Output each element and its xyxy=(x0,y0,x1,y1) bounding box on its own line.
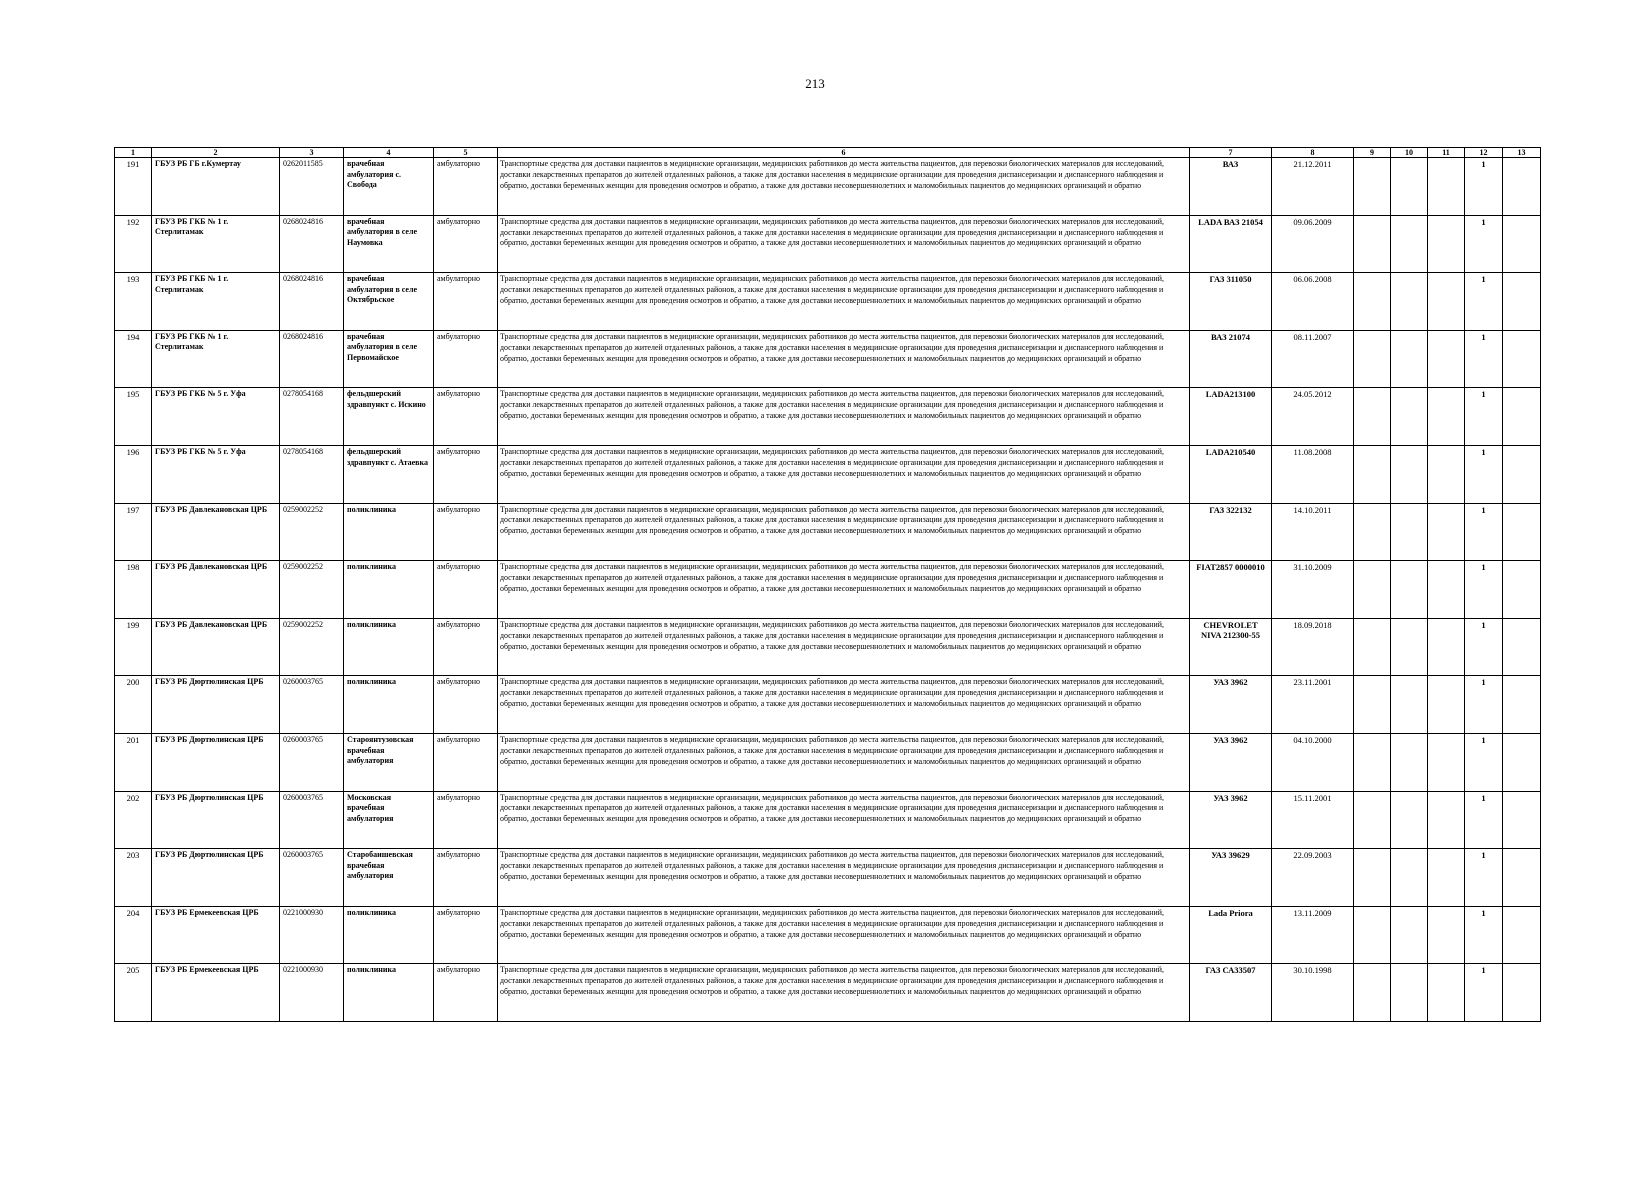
table-row xyxy=(115,618,1541,676)
column-header-12: 12 xyxy=(1465,148,1503,158)
col10-cell xyxy=(1391,618,1428,676)
col13-cell xyxy=(1503,791,1541,849)
col12-cell: 1 xyxy=(1465,215,1503,273)
col9-cell xyxy=(1354,503,1391,561)
col12-cell: 1 xyxy=(1465,676,1503,734)
date-cell: 22.09.2003 xyxy=(1272,849,1354,907)
col11-cell xyxy=(1428,445,1465,503)
vehicle-table-container xyxy=(114,147,1541,1022)
vehicle-model-cell: ГАЗ 311050 xyxy=(1190,273,1272,331)
unit-cell: Старобаишевская врачебная амбулатория xyxy=(344,849,434,907)
vehicle-model-cell: CHEVROLET NIVA 212300-55 xyxy=(1190,618,1272,676)
date-cell: 14.10.2011 xyxy=(1272,503,1354,561)
row-number-cell: 200 xyxy=(115,676,152,734)
inn-cell: 0268024816 xyxy=(280,215,344,273)
vehicle-model-cell: LADA210540 xyxy=(1190,445,1272,503)
unit-cell: врачебная амбулатория в селе Наумовка xyxy=(344,215,434,273)
column-header-2: 2 xyxy=(152,148,280,158)
inn-cell: 0268024816 xyxy=(280,273,344,331)
vehicle-model-cell: УАЗ 3962 xyxy=(1190,733,1272,791)
inn-cell: 0262011585 xyxy=(280,158,344,216)
organization-cell: ГБУЗ РБ ГКБ № 1 г. Стерлитамак xyxy=(152,273,280,331)
purpose-cell: Транспортные средства для доставки пациентов в медицинские организации, медицинских работников до места жительства пациентов, для перевозки биологических материалов для исследований, доставки лекарственных препаратов до жителей отдаленных районов, а также для доставки населения в медицинские организации для проведения диспансеризации и диспансерного наблюдения и обратно, доставки беременных женщин для проведения осмотров и обратно, а также для доставки несовершеннолетних и маломобильных пациентов до медицинских организаций и обратно xyxy=(498,503,1190,561)
col12-cell: 1 xyxy=(1465,964,1503,1022)
col9-cell xyxy=(1354,388,1391,446)
col10-cell xyxy=(1391,388,1428,446)
row-number-cell: 191 xyxy=(115,158,152,216)
vehicle-model-cell: ВАЗ 21074 xyxy=(1190,330,1272,388)
col12-cell: 1 xyxy=(1465,906,1503,964)
unit-cell: врачебная амбулатория с. Свобода xyxy=(344,158,434,216)
purpose-cell: Транспортные средства для доставки пациентов в медицинские организации, медицинских работников до места жительства пациентов, для перевозки биологических материалов для исследований, доставки лекарственных препаратов до жителей отдаленных районов, а также для доставки населения в медицинские организации для проведения диспансеризации и диспансерного наблюдения и обратно, доставки беременных женщин для проведения осмотров и обратно, а также для доставки несовершеннолетних и маломобильных пациентов до медицинских организаций и обратно xyxy=(498,158,1190,216)
table-header xyxy=(115,148,1541,158)
col10-cell xyxy=(1391,791,1428,849)
col11-cell xyxy=(1428,273,1465,331)
care-type-cell: амбулаторно xyxy=(434,158,498,216)
col11-cell xyxy=(1428,503,1465,561)
table-row xyxy=(115,158,1541,216)
table-row xyxy=(115,733,1541,791)
table-row xyxy=(115,964,1541,1022)
organization-cell: ГБУЗ РБ Давлекановская ЦРБ xyxy=(152,503,280,561)
column-header-7: 7 xyxy=(1190,148,1272,158)
purpose-cell: Транспортные средства для доставки пациентов в медицинские организации, медицинских работников до места жительства пациентов, для перевозки биологических материалов для исследований, доставки лекарственных препаратов до жителей отдаленных районов, а также для доставки населения в медицинские организации для проведения диспансеризации и диспансерного наблюдения и обратно, доставки беременных женщин для проведения осмотров и обратно, а также для доставки несовершеннолетних и маломобильных пациентов до медицинских организаций и обратно xyxy=(498,618,1190,676)
col11-cell xyxy=(1428,906,1465,964)
date-cell: 18.09.2018 xyxy=(1272,618,1354,676)
col10-cell xyxy=(1391,906,1428,964)
col13-cell xyxy=(1503,215,1541,273)
care-type-cell: амбулаторно xyxy=(434,273,498,331)
unit-cell: врачебная амбулатория в селе Октябрьское xyxy=(344,273,434,331)
row-number-cell: 205 xyxy=(115,964,152,1022)
care-type-cell: амбулаторно xyxy=(434,330,498,388)
row-number-cell: 193 xyxy=(115,273,152,331)
col9-cell xyxy=(1354,618,1391,676)
vehicle-model-cell: Lada Priora xyxy=(1190,906,1272,964)
col11-cell xyxy=(1428,618,1465,676)
date-cell: 13.11.2009 xyxy=(1272,906,1354,964)
organization-cell: ГБУЗ РБ ГКБ № 1 г. Стерлитамак xyxy=(152,215,280,273)
care-type-cell: амбулаторно xyxy=(434,906,498,964)
purpose-cell: Транспортные средства для доставки пациентов в медицинские организации, медицинских работников до места жительства пациентов, для перевозки биологических материалов для исследований, доставки лекарственных препаратов до жителей отдаленных районов, а также для доставки населения в медицинские организации для проведения диспансеризации и диспансерного наблюдения и обратно, доставки беременных женщин для проведения осмотров и обратно, а также для доставки несовершеннолетних и маломобильных пациентов до медицинских организаций и обратно xyxy=(498,388,1190,446)
table-row xyxy=(115,330,1541,388)
col9-cell xyxy=(1354,561,1391,619)
unit-cell: Староянтузовская врачебная амбулатория xyxy=(344,733,434,791)
unit-cell: поликлиника xyxy=(344,561,434,619)
column-header-3: 3 xyxy=(280,148,344,158)
table-row xyxy=(115,445,1541,503)
col9-cell xyxy=(1354,964,1391,1022)
col9-cell xyxy=(1354,906,1391,964)
column-header-5: 5 xyxy=(434,148,498,158)
column-header-8: 8 xyxy=(1272,148,1354,158)
col13-cell xyxy=(1503,445,1541,503)
col9-cell xyxy=(1354,330,1391,388)
date-cell: 30.10.1998 xyxy=(1272,964,1354,1022)
col13-cell xyxy=(1503,503,1541,561)
table-row xyxy=(115,273,1541,331)
care-type-cell: амбулаторно xyxy=(434,849,498,907)
row-number-cell: 194 xyxy=(115,330,152,388)
table-row xyxy=(115,906,1541,964)
col13-cell xyxy=(1503,388,1541,446)
vehicle-model-cell: LADA ВАЗ 21054 xyxy=(1190,215,1272,273)
care-type-cell: амбулаторно xyxy=(434,388,498,446)
col11-cell xyxy=(1428,388,1465,446)
inn-cell: 0260003765 xyxy=(280,733,344,791)
col10-cell xyxy=(1391,676,1428,734)
col10-cell xyxy=(1391,561,1428,619)
col9-cell xyxy=(1354,273,1391,331)
organization-cell: ГБУЗ РБ Ермекеевская ЦРБ xyxy=(152,906,280,964)
date-cell: 11.08.2008 xyxy=(1272,445,1354,503)
inn-cell: 0268024816 xyxy=(280,330,344,388)
vehicle-table xyxy=(114,147,1541,1022)
inn-cell: 0260003765 xyxy=(280,676,344,734)
row-number-cell: 204 xyxy=(115,906,152,964)
care-type-cell: амбулаторно xyxy=(434,503,498,561)
col12-cell: 1 xyxy=(1465,388,1503,446)
purpose-cell: Транспортные средства для доставки пациентов в медицинские организации, медицинских работников до места жительства пациентов, для перевозки биологических материалов для исследований, доставки лекарственных препаратов до жителей отдаленных районов, а также для доставки населения в медицинские организации для проведения диспансеризации и диспансерного наблюдения и обратно, доставки беременных женщин для проведения осмотров и обратно, а также для доставки несовершеннолетних и маломобильных пациентов до медицинских организаций и обратно xyxy=(498,906,1190,964)
date-cell: 06.06.2008 xyxy=(1272,273,1354,331)
purpose-cell: Транспортные средства для доставки пациентов в медицинские организации, медицинских работников до места жительства пациентов, для перевозки биологических материалов для исследований, доставки лекарственных препаратов до жителей отдаленных районов, а также для доставки населения в медицинские организации для проведения диспансеризации и диспансерного наблюдения и обратно, доставки беременных женщин для проведения осмотров и обратно, а также для доставки несовершеннолетних и маломобильных пациентов до медицинских организаций и обратно xyxy=(498,330,1190,388)
purpose-cell: Транспортные средства для доставки пациентов в медицинские организации, медицинских работников до места жительства пациентов, для перевозки биологических материалов для исследований, доставки лекарственных препаратов до жителей отдаленных районов, а также для доставки населения в медицинские организации для проведения диспансеризации и диспансерного наблюдения и обратно, доставки беременных женщин для проведения осмотров и обратно, а также для доставки несовершеннолетних и маломобильных пациентов до медицинских организаций и обратно xyxy=(498,215,1190,273)
row-number-cell: 198 xyxy=(115,561,152,619)
col9-cell xyxy=(1354,733,1391,791)
purpose-cell: Транспортные средства для доставки пациентов в медицинские организации, медицинских работников до места жительства пациентов, для перевозки биологических материалов для исследований, доставки лекарственных препаратов до жителей отдаленных районов, а также для доставки населения в медицинские организации для проведения диспансеризации и диспансерного наблюдения и обратно, доставки беременных женщин для проведения осмотров и обратно, а также для доставки несовершеннолетних и маломобильных пациентов до медицинских организаций и обратно xyxy=(498,791,1190,849)
table-row xyxy=(115,215,1541,273)
purpose-cell: Транспортные средства для доставки пациентов в медицинские организации, медицинских работников до места жительства пациентов, для перевозки биологических материалов для исследований, доставки лекарственных препаратов до жителей отдаленных районов, а также для доставки населения в медицинские организации для проведения диспансеризации и диспансерного наблюдения и обратно, доставки беременных женщин для проведения осмотров и обратно, а также для доставки несовершеннолетних и маломобильных пациентов до медицинских организаций и обратно xyxy=(498,733,1190,791)
organization-cell: ГБУЗ РБ Дюртюлинская ЦРБ xyxy=(152,676,280,734)
col12-cell: 1 xyxy=(1465,503,1503,561)
col13-cell xyxy=(1503,158,1541,216)
table-body xyxy=(115,158,1541,1022)
col12-cell: 1 xyxy=(1465,445,1503,503)
col9-cell xyxy=(1354,215,1391,273)
unit-cell: Московская врачебная амбулатория xyxy=(344,791,434,849)
column-header-10: 10 xyxy=(1391,148,1428,158)
col12-cell: 1 xyxy=(1465,733,1503,791)
date-cell: 04.10.2000 xyxy=(1272,733,1354,791)
unit-cell: поликлиника xyxy=(344,676,434,734)
col11-cell xyxy=(1428,733,1465,791)
unit-cell: поликлиника xyxy=(344,618,434,676)
inn-cell: 0259002252 xyxy=(280,618,344,676)
date-cell: 15.11.2001 xyxy=(1272,791,1354,849)
col13-cell xyxy=(1503,273,1541,331)
col11-cell xyxy=(1428,964,1465,1022)
vehicle-model-cell: LADA213100 xyxy=(1190,388,1272,446)
col10-cell xyxy=(1391,964,1428,1022)
col13-cell xyxy=(1503,676,1541,734)
table-row xyxy=(115,503,1541,561)
inn-cell: 0278054168 xyxy=(280,445,344,503)
col11-cell xyxy=(1428,330,1465,388)
purpose-cell: Транспортные средства для доставки пациентов в медицинские организации, медицинских работников до места жительства пациентов, для перевозки биологических материалов для исследований, доставки лекарственных препаратов до жителей отдаленных районов, а также для доставки населения в медицинские организации для проведения диспансеризации и диспансерного наблюдения и обратно, доставки беременных женщин для проведения осмотров и обратно, а также для доставки несовершеннолетних и маломобильных пациентов до медицинских организаций и обратно xyxy=(498,561,1190,619)
organization-cell: ГБУЗ РБ Дюртюлинская ЦРБ xyxy=(152,733,280,791)
col10-cell xyxy=(1391,158,1428,216)
vehicle-model-cell: УАЗ 3962 xyxy=(1190,676,1272,734)
table-row xyxy=(115,676,1541,734)
care-type-cell: амбулаторно xyxy=(434,791,498,849)
date-cell: 09.06.2009 xyxy=(1272,215,1354,273)
care-type-cell: амбулаторно xyxy=(434,445,498,503)
col13-cell xyxy=(1503,561,1541,619)
row-number-cell: 202 xyxy=(115,791,152,849)
col11-cell xyxy=(1428,791,1465,849)
organization-cell: ГБУЗ РБ ГКБ № 5 г. Уфа xyxy=(152,445,280,503)
col12-cell: 1 xyxy=(1465,330,1503,388)
column-header-13: 13 xyxy=(1503,148,1541,158)
row-number-cell: 196 xyxy=(115,445,152,503)
vehicle-model-cell: УАЗ 39629 xyxy=(1190,849,1272,907)
row-number-cell: 197 xyxy=(115,503,152,561)
col11-cell xyxy=(1428,158,1465,216)
date-cell: 08.11.2007 xyxy=(1272,330,1354,388)
col9-cell xyxy=(1354,158,1391,216)
inn-cell: 0259002252 xyxy=(280,561,344,619)
col12-cell: 1 xyxy=(1465,273,1503,331)
row-number-cell: 201 xyxy=(115,733,152,791)
vehicle-model-cell: ВАЗ xyxy=(1190,158,1272,216)
col10-cell xyxy=(1391,733,1428,791)
date-cell: 21.12.2011 xyxy=(1272,158,1354,216)
care-type-cell: амбулаторно xyxy=(434,733,498,791)
col13-cell xyxy=(1503,964,1541,1022)
col13-cell xyxy=(1503,618,1541,676)
purpose-cell: Транспортные средства для доставки пациентов в медицинские организации, медицинских работников до места жительства пациентов, для перевозки биологических материалов для исследований, доставки лекарственных препаратов до жителей отдаленных районов, а также для доставки населения в медицинские организации для проведения диспансеризации и диспансерного наблюдения и обратно, доставки беременных женщин для проведения осмотров и обратно, а также для доставки несовершеннолетних и маломобильных пациентов до медицинских организаций и обратно xyxy=(498,676,1190,734)
column-header-4: 4 xyxy=(344,148,434,158)
organization-cell: ГБУЗ РБ Давлекановская ЦРБ xyxy=(152,561,280,619)
col11-cell xyxy=(1428,561,1465,619)
col12-cell: 1 xyxy=(1465,618,1503,676)
care-type-cell: амбулаторно xyxy=(434,964,498,1022)
col9-cell xyxy=(1354,791,1391,849)
col11-cell xyxy=(1428,676,1465,734)
purpose-cell: Транспортные средства для доставки пациентов в медицинские организации, медицинских работников до места жительства пациентов, для перевозки биологических материалов для исследований, доставки лекарственных препаратов до жителей отдаленных районов, а также для доставки населения в медицинские организации для проведения диспансеризации и диспансерного наблюдения и обратно, доставки беременных женщин для проведения осмотров и обратно, а также для доставки несовершеннолетних и маломобильных пациентов до медицинских организаций и обратно xyxy=(498,849,1190,907)
purpose-cell: Транспортные средства для доставки пациентов в медицинские организации, медицинских работников до места жительства пациентов, для перевозки биологических материалов для исследований, доставки лекарственных препаратов до жителей отдаленных районов, а также для доставки населения в медицинские организации для проведения диспансеризации и диспансерного наблюдения и обратно, доставки беременных женщин для проведения осмотров и обратно, а также для доставки несовершеннолетних и маломобильных пациентов до медицинских организаций и обратно xyxy=(498,273,1190,331)
unit-cell: фельдшерский здравпункт с. Атаевка xyxy=(344,445,434,503)
inn-cell: 0260003765 xyxy=(280,791,344,849)
unit-cell: поликлиника xyxy=(344,964,434,1022)
row-number-cell: 192 xyxy=(115,215,152,273)
vehicle-model-cell: FIAT2857 0000010 xyxy=(1190,561,1272,619)
row-number-cell: 195 xyxy=(115,388,152,446)
purpose-cell: Транспортные средства для доставки пациентов в медицинские организации, медицинских работников до места жительства пациентов, для перевозки биологических материалов для исследований, доставки лекарственных препаратов до жителей отдаленных районов, а также для доставки населения в медицинские организации для проведения диспансеризации и диспансерного наблюдения и обратно, доставки беременных женщин для проведения осмотров и обратно, а также для доставки несовершеннолетних и маломобильных пациентов до медицинских организаций и обратно xyxy=(498,445,1190,503)
col13-cell xyxy=(1503,733,1541,791)
page-number: 213 xyxy=(805,76,825,91)
organization-cell: ГБУЗ РБ ГКБ № 1 г. Стерлитамак xyxy=(152,330,280,388)
organization-cell: ГБУЗ РБ Ермекеевская ЦРБ xyxy=(152,964,280,1022)
vehicle-model-cell: ГАЗ 322132 xyxy=(1190,503,1272,561)
column-header-1: 1 xyxy=(115,148,152,158)
col9-cell xyxy=(1354,445,1391,503)
inn-cell: 0221000930 xyxy=(280,906,344,964)
organization-cell: ГБУЗ РБ Дюртюлинская ЦРБ xyxy=(152,849,280,907)
care-type-cell: амбулаторно xyxy=(434,618,498,676)
date-cell: 31.10.2009 xyxy=(1272,561,1354,619)
care-type-cell: амбулаторно xyxy=(434,676,498,734)
organization-cell: ГБУЗ РБ Дюртюлинская ЦРБ xyxy=(152,791,280,849)
date-cell: 24.05.2012 xyxy=(1272,388,1354,446)
col10-cell xyxy=(1391,215,1428,273)
col12-cell: 1 xyxy=(1465,849,1503,907)
vehicle-model-cell: УАЗ 3962 xyxy=(1190,791,1272,849)
unit-cell: поликлиника xyxy=(344,503,434,561)
row-number-cell: 199 xyxy=(115,618,152,676)
inn-cell: 0260003765 xyxy=(280,849,344,907)
col13-cell xyxy=(1503,849,1541,907)
unit-cell: врачебная амбулатория в селе Первомайское xyxy=(344,330,434,388)
care-type-cell: амбулаторно xyxy=(434,215,498,273)
col13-cell xyxy=(1503,906,1541,964)
inn-cell: 0278054168 xyxy=(280,388,344,446)
table-row xyxy=(115,388,1541,446)
col13-cell xyxy=(1503,330,1541,388)
header-row xyxy=(115,148,1541,158)
table-row xyxy=(115,849,1541,907)
col11-cell xyxy=(1428,215,1465,273)
col9-cell xyxy=(1354,849,1391,907)
inn-cell: 0221000930 xyxy=(280,964,344,1022)
col10-cell xyxy=(1391,273,1428,331)
column-header-11: 11 xyxy=(1428,148,1465,158)
unit-cell: фельдшерский здравпункт с. Искино xyxy=(344,388,434,446)
unit-cell: поликлиника xyxy=(344,906,434,964)
inn-cell: 0259002252 xyxy=(280,503,344,561)
col12-cell: 1 xyxy=(1465,561,1503,619)
table-row xyxy=(115,561,1541,619)
row-number-cell: 203 xyxy=(115,849,152,907)
organization-cell: ГБУЗ РБ ГКБ № 5 г. Уфа xyxy=(152,388,280,446)
care-type-cell: амбулаторно xyxy=(434,561,498,619)
organization-cell: ГБУЗ РБ ГБ г.Кумертау xyxy=(152,158,280,216)
col10-cell xyxy=(1391,849,1428,907)
purpose-cell: Транспортные средства для доставки пациентов в медицинские организации, медицинских работников до места жительства пациентов, для перевозки биологических материалов для исследований, доставки лекарственных препаратов до жителей отдаленных районов, а также для доставки населения в медицинские организации для проведения диспансеризации и диспансерного наблюдения и обратно, доставки беременных женщин для проведения осмотров и обратно, а также для доставки несовершеннолетних и маломобильных пациентов до медицинских организаций и обратно xyxy=(498,964,1190,1022)
col12-cell: 1 xyxy=(1465,158,1503,216)
date-cell: 23.11.2001 xyxy=(1272,676,1354,734)
col10-cell xyxy=(1391,503,1428,561)
table-row xyxy=(115,791,1541,849)
col10-cell xyxy=(1391,330,1428,388)
col11-cell xyxy=(1428,849,1465,907)
col12-cell: 1 xyxy=(1465,791,1503,849)
col9-cell xyxy=(1354,676,1391,734)
column-header-6: 6 xyxy=(498,148,1190,158)
column-header-9: 9 xyxy=(1354,148,1391,158)
vehicle-model-cell: ГАЗ СА33507 xyxy=(1190,964,1272,1022)
col10-cell xyxy=(1391,445,1428,503)
organization-cell: ГБУЗ РБ Давлекановская ЦРБ xyxy=(152,618,280,676)
